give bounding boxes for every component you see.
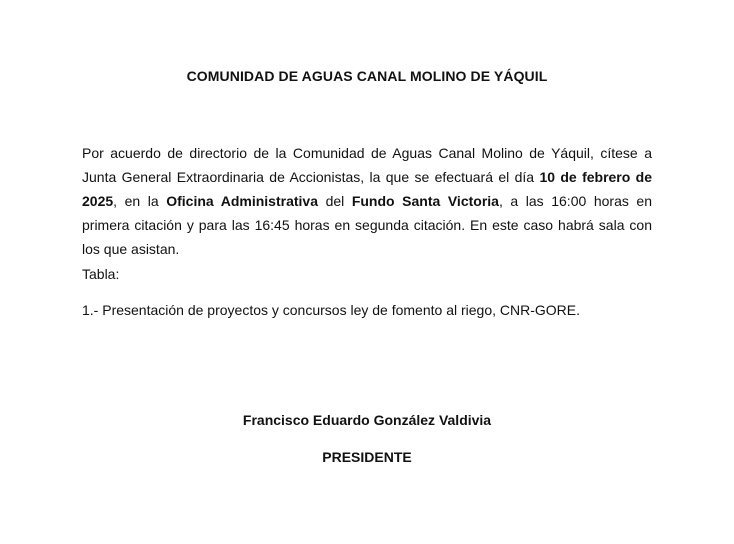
signer-name: Francisco Eduardo González Valdivia [242, 412, 492, 428]
document-title: COMUNIDAD DE AGUAS CANAL MOLINO DE YÁQUIL [186, 68, 548, 84]
agenda-item: 1.- Presentación de proyectos y concursos ley de fomento al riego, CNR-GORE. [82, 302, 580, 318]
paragraph-text-3: del [318, 193, 352, 209]
agenda-label: Tabla: [82, 266, 120, 282]
paragraph-text-2: , en la [113, 193, 167, 209]
citation-paragraph [82, 141, 652, 261]
meeting-office: Oficina Administrativa [166, 193, 318, 209]
paragraph-text-4: , a las 16:00 horas en primera citación y para las 16:45 horas en segunda citación. En este caso habrá sala con los que asistan. [82, 193, 653, 257]
meeting-fundo: Fundo Santa Victoria [351, 193, 499, 209]
signer-role: PRESIDENTE [322, 449, 412, 465]
paragraph-text-1: Por acuerdo de directorio de la Comunidad de Aguas Canal Molino de Yáquil, cítese a Junta General Extraordinaria de Accionistas, la que se efectuará el día [82, 145, 652, 185]
meeting-date: 10 de febrero de 2025 [82, 169, 652, 209]
